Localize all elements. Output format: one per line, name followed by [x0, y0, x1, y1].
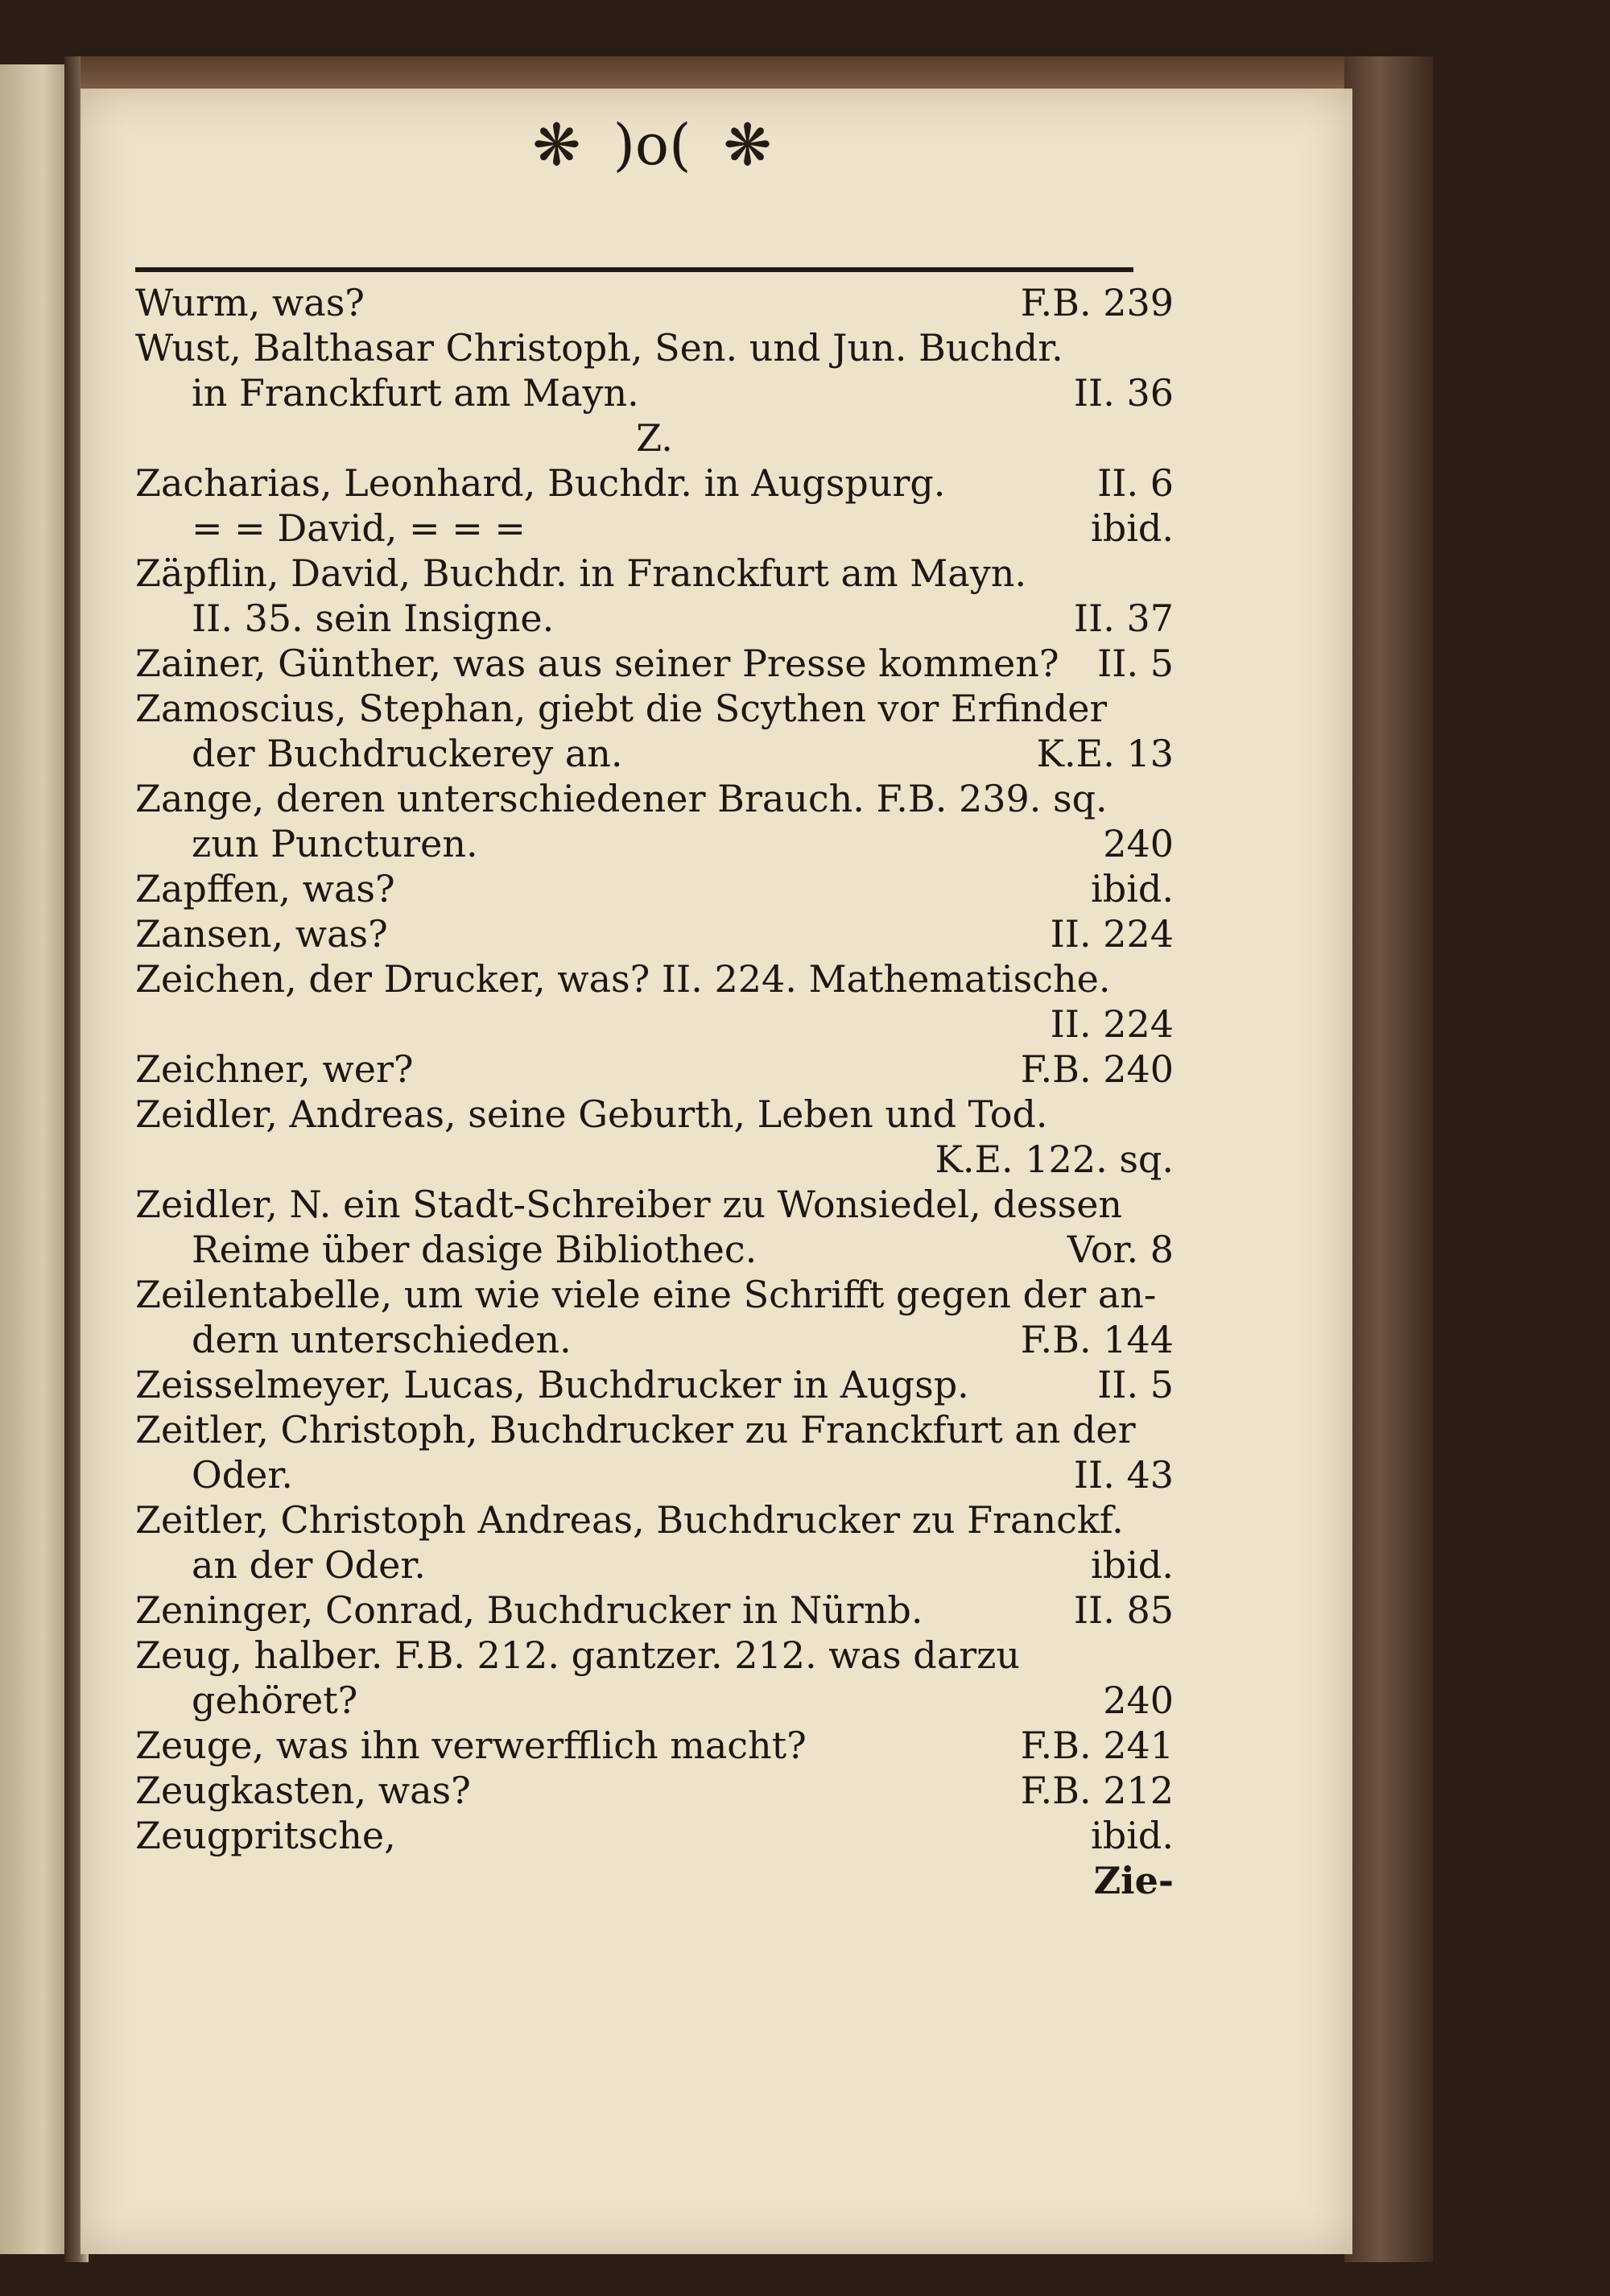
index-entry: [135, 460, 1174, 506]
entry-text: Zeninger, Conrad, Buchdrucker in Nürnb.: [135, 1588, 923, 1632]
entry-reference: ibid.: [1091, 1814, 1174, 1857]
entry-text: Zeidler, Andreas, seine Geburth, Leben und Tod.: [135, 1092, 1048, 1136]
entry-text: Zange, deren unterschiedener Brauch. F.B. 239. sq.: [135, 777, 1108, 820]
entry-reference: II. 43: [1073, 1453, 1174, 1497]
index-entry: [135, 911, 1174, 956]
index-entry: [135, 1542, 1174, 1588]
index-entry: [135, 325, 1174, 370]
entry-reference: II. 6: [1097, 461, 1174, 505]
entry-reference: Vor. 8: [1067, 1228, 1174, 1271]
entry-text: Zamoscius, Stephan, giebt die Scythen vor Erfinder: [135, 687, 1108, 730]
index-entry: [135, 776, 1174, 821]
entry-reference: F.B. 241: [1020, 1724, 1174, 1767]
entry-text: Zeugkasten, was?: [135, 1769, 471, 1812]
entry-text: dern unterschieden.: [192, 1318, 572, 1361]
entry-reference: ibid.: [1091, 867, 1174, 911]
entry-reference: II. 5: [1097, 642, 1174, 685]
entry-text: II. 35. sein Insigne.: [192, 597, 555, 640]
index-entry: [135, 1317, 1174, 1362]
index-entry: [135, 686, 1174, 731]
entry-reference: F.B. 144: [1020, 1318, 1174, 1361]
index-entry: [135, 1497, 1174, 1542]
catchword: Zie-: [1093, 1859, 1174, 1902]
index-entry: [135, 551, 1174, 596]
entry-text: Zeitler, Christoph Andreas, Buchdrucker zu Franckf.: [135, 1498, 1124, 1542]
entry-reference: K.E. 13: [1036, 732, 1174, 775]
index-entry: [135, 1452, 1174, 1497]
entry-text: Z.: [636, 416, 673, 460]
entry-text: Zäpflin, David, Buchdr. in Franckfurt am Mayn.: [135, 551, 1026, 595]
header-rule: [135, 267, 1133, 272]
entry-text: Zeuge, was ihn verwerfflich macht?: [135, 1724, 807, 1767]
index-entry: [135, 1362, 1174, 1407]
index-entry: [135, 1633, 1174, 1678]
index-entry: [135, 1182, 1174, 1227]
index-entry: [135, 1227, 1174, 1272]
index-entry: [135, 956, 1174, 1001]
ornament-left-icon: ❋: [532, 111, 581, 179]
index-entry: [135, 596, 1174, 641]
index-entry: [135, 1588, 1174, 1633]
index-entry: [135, 415, 1174, 460]
header-title: )o(: [613, 112, 691, 178]
index-entries: [135, 280, 1174, 1903]
entry-reference: F.B. 239: [1020, 281, 1174, 324]
ornament-right-icon: ❋: [723, 111, 772, 179]
entry-reference: II. 36: [1073, 371, 1174, 415]
entry-text: Zeitler, Christoph, Buchdrucker zu Franckfurt an der: [135, 1408, 1136, 1452]
entry-reference: ibid.: [1091, 506, 1174, 550]
index-entry: [135, 1768, 1174, 1813]
entry-reference: II. 224: [1050, 1002, 1174, 1046]
index-entry: [135, 731, 1174, 776]
entry-text: Zeug, halber. F.B. 212. gantzer. 212. was darzu: [135, 1633, 1020, 1677]
entry-text: Oder.: [192, 1453, 293, 1497]
entry-reference: II. 5: [1097, 1363, 1174, 1406]
entry-reference: II. 224: [1050, 912, 1174, 956]
index-entry: [135, 1678, 1174, 1723]
entry-reference: II. 37: [1073, 597, 1174, 640]
entry-reference: 240: [1103, 1679, 1174, 1722]
index-entry: [135, 1001, 1174, 1047]
index-entry: [135, 821, 1174, 866]
index-entry: [135, 1272, 1174, 1317]
entry-text: in Franckfurt am Mayn.: [192, 371, 639, 415]
index-entry: [135, 641, 1174, 686]
entry-text: Zainer, Günther, was aus seiner Presse kommen?: [135, 642, 1059, 685]
entry-text: gehöret?: [192, 1679, 358, 1722]
page-header: [451, 105, 853, 185]
entry-text: = = David, = = =: [192, 506, 526, 550]
entry-text: Zacharias, Leonhard, Buchdr. in Augspurg.: [135, 461, 946, 505]
index-entry: [135, 370, 1174, 415]
index-entry: [135, 866, 1174, 911]
entry-text: Wurm, was?: [135, 281, 365, 324]
entry-text: Zeichen, der Drucker, was? II. 224. Mathematische.: [135, 957, 1111, 1001]
index-entry: [135, 1723, 1174, 1768]
book-cover-edge: [80, 56, 1409, 89]
entry-text: Zeichner, wer?: [135, 1047, 414, 1091]
facing-page-edge: [0, 64, 71, 2254]
entry-text: Zeidler, N. ein Stadt-Schreiber zu Wonsiedel, dessen: [135, 1183, 1123, 1226]
entry-text: zun Puncturen.: [192, 822, 478, 865]
entry-text: an der Oder.: [192, 1543, 426, 1587]
entry-reference: F.B. 240: [1020, 1047, 1174, 1091]
entry-reference: 240: [1103, 822, 1174, 865]
index-entry: [135, 1047, 1174, 1092]
index-entry: [135, 1137, 1174, 1182]
entry-text: Zansen, was?: [135, 912, 388, 956]
entry-text: Wust, Balthasar Christoph, Sen. und Jun. Buchdr.: [135, 326, 1063, 370]
entry-text: Reime über dasige Bibliothec.: [192, 1228, 758, 1271]
index-entry: [135, 280, 1174, 325]
index-entry: [135, 506, 1174, 551]
entry-reference: ibid.: [1091, 1543, 1174, 1587]
index-entry: [135, 1813, 1174, 1858]
entry-reference: F.B. 212: [1020, 1769, 1174, 1812]
entry-text: Zapffen, was?: [135, 867, 395, 911]
index-entry: [135, 1407, 1174, 1452]
entry-text: Zeugpritsche,: [135, 1814, 396, 1857]
entry-text: Zeisselmeyer, Lucas, Buchdrucker in Augsp.: [135, 1363, 969, 1406]
entry-reference: K.E. 122. sq.: [935, 1138, 1174, 1181]
entry-text: Zeilentabelle, um wie viele eine Schrifft gegen der an-: [135, 1273, 1157, 1316]
book-spine: [1344, 56, 1433, 2262]
entry-reference: II. 85: [1073, 1588, 1174, 1632]
index-entry: [135, 1092, 1174, 1137]
entry-text: der Buchdruckerey an.: [192, 732, 623, 775]
